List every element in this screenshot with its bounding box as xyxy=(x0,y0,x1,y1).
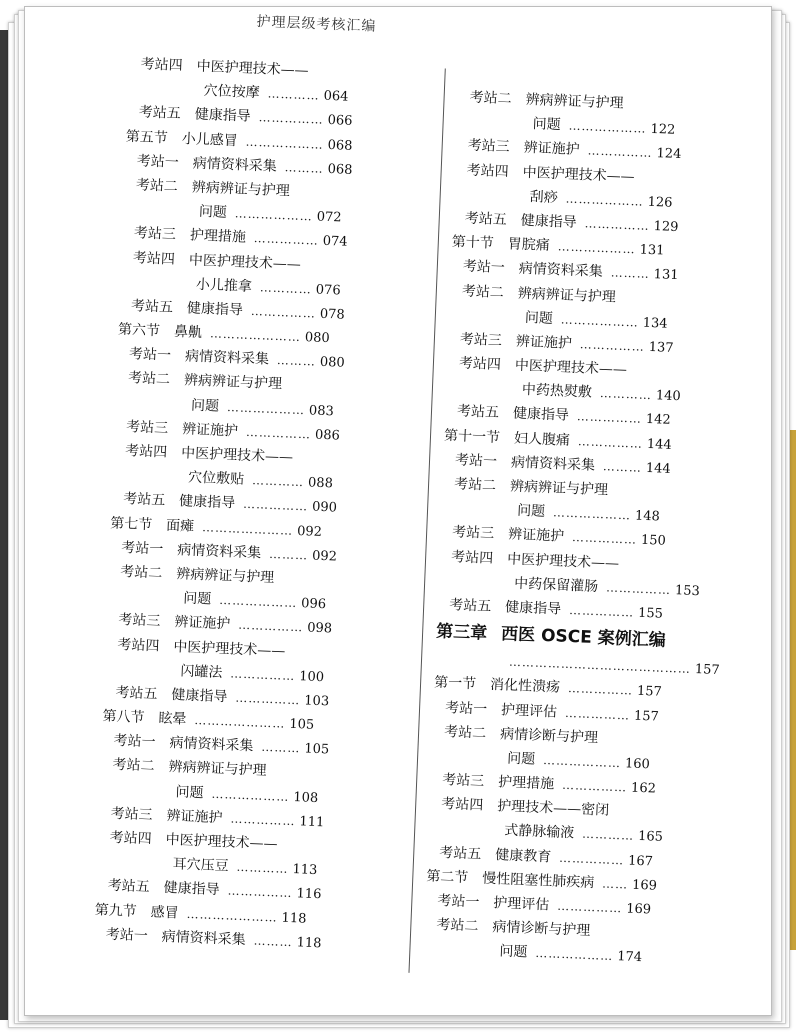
page-number: 169 xyxy=(631,877,658,894)
page-number: 142 xyxy=(645,412,671,429)
entry-label: 考站四 xyxy=(124,443,168,461)
page-number: 118 xyxy=(281,910,307,927)
entry-title: 病情资料采集 xyxy=(184,348,270,368)
page-number: 131 xyxy=(639,242,665,259)
dot-leader: ……… xyxy=(284,159,324,176)
entry-title: 护理措施 xyxy=(189,227,247,246)
toc-page xyxy=(24,6,772,1016)
page-number: 169 xyxy=(625,901,652,918)
page-number: 162 xyxy=(630,780,657,797)
entry-label: 考站三 xyxy=(110,805,153,824)
entry-title: 中医护理技术—— xyxy=(165,831,278,853)
dot-leader: ………………… xyxy=(201,519,294,538)
page-number: 165 xyxy=(637,829,664,846)
page-number: 068 xyxy=(327,137,353,154)
page-number: 068 xyxy=(327,161,353,178)
page-number: 088 xyxy=(307,475,334,492)
entry-label: 考站三 xyxy=(459,331,503,349)
entry-title: 问题 xyxy=(532,116,561,134)
dot-leader: …………… xyxy=(558,850,625,867)
entry-label: 考站三 xyxy=(125,418,169,437)
entry-title: 病情资料采集 xyxy=(176,541,262,562)
dot-leader: …………… xyxy=(587,143,653,161)
entry-title: 病情资料采集 xyxy=(518,260,604,281)
entry-title: 护理措施 xyxy=(497,774,555,793)
dot-leader: …………… xyxy=(242,497,309,514)
entry-label: 考站二 xyxy=(443,723,487,742)
page-number: 157 xyxy=(633,708,660,725)
entry-title: 辨证施护 xyxy=(515,333,573,352)
entry-title: 中医护理技术—— xyxy=(188,251,302,273)
page-number: 066 xyxy=(327,113,353,130)
dot-leader: …………… xyxy=(258,110,324,128)
dot-leader: ……………… xyxy=(542,752,622,771)
dot-leader: ………… xyxy=(581,827,635,844)
dot-leader: ……………… xyxy=(557,239,636,257)
page-number: 098 xyxy=(306,620,333,637)
entry-label: 考站五 xyxy=(448,597,492,615)
entry-label: 考站一 xyxy=(454,452,498,470)
entry-title: 穴位敷贴 xyxy=(187,469,245,488)
entry-title: 病情诊断与护理 xyxy=(499,725,599,746)
entry-title: 问题 xyxy=(524,309,554,327)
entry-title: 健康指导 xyxy=(512,405,570,425)
dot-leader: ……………… xyxy=(234,206,314,224)
dot-leader: ………… xyxy=(599,386,653,403)
page-number: 080 xyxy=(304,330,330,347)
entry-label: 考站一 xyxy=(462,258,506,277)
entry-label: 考站一 xyxy=(120,539,164,558)
entry-title: 辨病辨证与护理 xyxy=(525,91,624,112)
entry-label: 考站二 xyxy=(461,282,505,301)
entry-title: 中医护理技术—— xyxy=(514,357,628,379)
entry-title: 辨病辨证与护理 xyxy=(175,566,275,587)
entry-title: 问题 xyxy=(175,783,204,802)
entry-title: 辨病辨证与护理 xyxy=(509,478,609,499)
entry-label: 考站二 xyxy=(135,177,179,195)
entry-title: 中医护理技术—— xyxy=(522,164,635,185)
entry-label: 第十节 xyxy=(451,234,495,252)
entry-title: 健康指导 xyxy=(520,212,578,231)
running-header: 护理层级考核汇编 xyxy=(256,13,377,35)
entry-label: 第八节 xyxy=(102,708,145,727)
page-number: 124 xyxy=(656,146,682,163)
entry-label: 考站五 xyxy=(122,491,166,510)
entry-label: 考站五 xyxy=(456,403,500,422)
chapter-title: 西医 OSCE 案例汇编 xyxy=(500,624,667,651)
page-number: 076 xyxy=(315,282,341,299)
entry-label: 考站一 xyxy=(437,892,480,911)
entry-label: 考站五 xyxy=(107,878,151,896)
entry-title: 感冒 xyxy=(150,903,180,922)
dot-leader: …………… xyxy=(576,409,643,427)
toc-column-right xyxy=(423,85,758,973)
entry-title: 辨证施护 xyxy=(507,526,565,546)
toc-column-left xyxy=(93,52,429,958)
entry-title: 辨证施护 xyxy=(174,614,231,633)
page-number: 150 xyxy=(640,533,667,550)
entry-title: 中医护理技术—— xyxy=(180,445,294,466)
page-number: 144 xyxy=(646,436,672,453)
entry-title: 刮痧 xyxy=(529,188,559,206)
dot-leader: …………… xyxy=(564,705,631,722)
entry-title: 护理评估 xyxy=(493,895,550,914)
entry-title: 护理评估 xyxy=(500,701,558,721)
page-number: 105 xyxy=(304,741,330,758)
dot-leader: ……… xyxy=(268,546,309,563)
page-number: 116 xyxy=(296,886,322,903)
entry-label: 考站四 xyxy=(450,548,494,567)
dot-leader: ………………… xyxy=(194,713,286,731)
page-number: 074 xyxy=(322,234,348,251)
dot-leader: …………… xyxy=(253,231,320,248)
page-number: 080 xyxy=(319,355,346,371)
dot-leader: …………… xyxy=(577,433,644,451)
page-number: 134 xyxy=(642,315,668,332)
dot-leader: …………… xyxy=(557,898,623,916)
entry-title: 耳穴压豆 xyxy=(172,856,229,875)
dot-leader: ………………… xyxy=(209,326,302,345)
entry-title: 健康教育 xyxy=(494,846,552,866)
page-number: 103 xyxy=(304,693,330,710)
dot-leader: ……… xyxy=(253,933,293,949)
entry-title: 健康指导 xyxy=(163,880,220,899)
entry-label: 考站四 xyxy=(132,249,176,268)
entry-title: 问题 xyxy=(516,502,546,521)
page-number: 118 xyxy=(296,935,322,952)
entry-label: 考站一 xyxy=(128,346,172,365)
dot-leader: ……… xyxy=(261,739,301,756)
dot-leader: ……………… xyxy=(226,399,306,417)
page-number: 155 xyxy=(637,605,664,622)
dot-leader: ………………… xyxy=(186,906,278,925)
entry-title: 问题 xyxy=(198,203,228,222)
entry-title: 问题 xyxy=(182,590,212,608)
page-number: 105 xyxy=(289,716,315,733)
entry-title: 健康指导 xyxy=(171,686,228,706)
dot-leader: ……… xyxy=(602,459,643,475)
dot-leader: ……………… xyxy=(535,946,614,964)
entry-label: 第九节 xyxy=(94,901,138,920)
dot-leader: …… xyxy=(601,876,629,892)
dot-leader: ………… xyxy=(259,279,313,297)
entry-title: 病情资料采集 xyxy=(161,928,246,948)
entry-title: 慢性阻塞性肺疾病 xyxy=(481,870,595,891)
dot-leader: …………… xyxy=(230,666,296,683)
entry-title: 健康指导 xyxy=(178,493,236,512)
entry-title: 中医护理技术—— xyxy=(173,638,286,660)
dot-leader: …………… xyxy=(250,303,317,321)
dot-leader: …………………………………… xyxy=(508,654,692,677)
page-number: 100 xyxy=(298,668,325,685)
entry-title: 鼻鼽 xyxy=(173,323,203,342)
entry-title: 小儿感冒 xyxy=(181,130,239,149)
entry-title: 护理技术——密闭 xyxy=(496,798,610,819)
entry-label: 考站三 xyxy=(451,524,495,543)
page-number: 153 xyxy=(674,582,701,599)
entry-label: 考站三 xyxy=(441,772,485,790)
entry-title: 病情资料采集 xyxy=(169,735,254,755)
page-number: 140 xyxy=(655,388,681,405)
entry-title: 问题 xyxy=(190,397,220,415)
entry-label: 考站三 xyxy=(118,612,161,630)
page-number: 167 xyxy=(627,853,654,870)
chapter-number: 第三章 xyxy=(435,621,488,644)
dot-leader: ……………… xyxy=(552,505,632,523)
entry-title: 面瘫 xyxy=(165,517,195,535)
entry-label: 考站一 xyxy=(113,733,156,751)
entry-title: 病情诊断与护理 xyxy=(492,919,591,940)
entry-label: 第一节 xyxy=(433,674,477,693)
dot-leader: ……………… xyxy=(565,191,644,209)
entry-title: 中药保留灌肠 xyxy=(513,575,599,595)
dot-leader: …………… xyxy=(227,883,293,901)
entry-title: 健康指导 xyxy=(194,106,252,126)
page-number: 064 xyxy=(323,88,349,105)
dot-leader: ……………… xyxy=(245,134,324,152)
entry-title: 中医护理技术—— xyxy=(196,58,309,80)
entry-title: 辨病辨证与护理 xyxy=(183,372,283,393)
entry-label: 第十一节 xyxy=(443,427,501,446)
entry-label: 第七节 xyxy=(109,515,153,533)
entry-label: 考站二 xyxy=(127,370,171,389)
dot-leader: …………… xyxy=(245,424,312,442)
entry-label: 考站五 xyxy=(115,684,158,703)
page-number: 096 xyxy=(300,596,327,613)
entry-label: 考站三 xyxy=(133,225,177,244)
dot-leader: ………… xyxy=(251,473,305,490)
entry-label: 考站二 xyxy=(436,917,479,935)
entry-title: 胃脘痛 xyxy=(507,236,551,254)
dot-leader: ………… xyxy=(267,86,320,103)
page-number: 078 xyxy=(319,306,345,323)
page-number: 083 xyxy=(308,402,335,419)
entry-title: 辨病辨证与护理 xyxy=(517,285,617,306)
entry-label: 考站四 xyxy=(140,56,184,74)
entry-title: 辨病辨证与护理 xyxy=(168,759,267,780)
entry-title: 辨证施护 xyxy=(523,140,580,159)
entry-title: 健康指导 xyxy=(186,300,244,319)
page-number: 086 xyxy=(314,427,341,444)
dot-leader: …………… xyxy=(579,337,646,354)
dot-leader: ……… xyxy=(276,353,317,369)
page-number: 129 xyxy=(653,218,679,235)
entry-label: 考站四 xyxy=(109,829,152,848)
entry-title: 中药热熨敷 xyxy=(521,382,593,401)
entry-label: 考站五 xyxy=(130,298,174,316)
dot-leader: ……………… xyxy=(219,593,298,611)
entry-title: 式静脉输液 xyxy=(503,822,575,842)
entry-label: 考站四 xyxy=(440,796,484,814)
page-number: 111 xyxy=(299,814,325,831)
entry-label: 考站四 xyxy=(117,636,160,655)
dot-leader: …………… xyxy=(561,777,628,795)
entry-label: 考站五 xyxy=(439,844,482,863)
entry-label: 考站四 xyxy=(466,162,510,180)
page-number: 072 xyxy=(316,209,342,226)
page-number: 126 xyxy=(647,194,673,211)
entry-label: 考站二 xyxy=(112,757,155,775)
page-number: 090 xyxy=(311,499,338,516)
entry-title: 穴位按摩 xyxy=(203,83,260,102)
entry-title: 中医护理技术—— xyxy=(506,550,620,572)
toc-page-content xyxy=(24,6,772,1016)
dot-leader: …………… xyxy=(230,811,296,828)
entry-title: 健康指导 xyxy=(504,599,562,618)
page-number: 092 xyxy=(311,548,338,565)
entry-title: 辨证施护 xyxy=(181,421,239,440)
entry-label: 考站五 xyxy=(464,210,508,229)
entry-label: 考站四 xyxy=(458,355,502,374)
entry-title: 病情资料采集 xyxy=(510,454,596,474)
page-number: 137 xyxy=(648,339,674,356)
entry-label: 第五节 xyxy=(125,128,169,147)
dot-leader: ……………… xyxy=(568,118,647,136)
page-number: 144 xyxy=(645,460,672,477)
page-number: 113 xyxy=(292,862,318,879)
page-number: 157 xyxy=(636,684,663,701)
entry-label: 考站一 xyxy=(136,152,180,171)
entry-title: 辨证施护 xyxy=(166,807,223,827)
entry-title: 消化性溃疡 xyxy=(489,677,561,696)
dot-leader: ……………… xyxy=(211,786,290,804)
entry-label: 考站五 xyxy=(138,104,182,123)
entry-title: 妇人腹痛 xyxy=(513,430,571,449)
dot-leader: …………… xyxy=(568,602,635,620)
entry-label: 考站二 xyxy=(120,563,163,582)
entry-label: 考站三 xyxy=(467,137,510,156)
entry-label: 第二节 xyxy=(426,868,469,886)
dot-leader: ……………… xyxy=(560,312,640,330)
entry-title: 问题 xyxy=(506,750,536,768)
entry-label: 考站一 xyxy=(105,926,149,945)
dot-leader: …………… xyxy=(571,530,638,547)
dot-leader: …………… xyxy=(584,216,650,233)
entry-title: 闪罐法 xyxy=(180,663,223,681)
entry-label: 考站二 xyxy=(469,89,512,108)
entry-title: 辨病辨证与护理 xyxy=(191,179,291,200)
page-number: 148 xyxy=(634,508,661,525)
dot-leader: …………… xyxy=(235,690,301,708)
entry-title: 小儿推拿 xyxy=(195,276,253,295)
page-number: 160 xyxy=(624,756,651,773)
dot-leader: …………… xyxy=(567,681,634,698)
entry-label: 考站一 xyxy=(444,699,488,718)
dot-leader: ………… xyxy=(236,860,289,877)
page-number: 092 xyxy=(296,523,323,540)
page-number: 174 xyxy=(616,949,643,966)
page-number: 122 xyxy=(650,122,676,139)
entry-label: 第六节 xyxy=(117,321,161,340)
dot-leader: ……… xyxy=(610,265,650,282)
entry-title: 问题 xyxy=(499,943,528,961)
page-number: 131 xyxy=(653,267,679,284)
entry-label: 考站二 xyxy=(453,476,497,494)
entry-title: 眩晕 xyxy=(158,710,187,728)
page-number: 108 xyxy=(293,789,319,806)
entry-title: 病情资料采集 xyxy=(192,155,278,175)
dot-leader: …………… xyxy=(605,580,672,597)
dot-leader: …………… xyxy=(238,618,304,635)
page-number: 157 xyxy=(694,662,720,679)
